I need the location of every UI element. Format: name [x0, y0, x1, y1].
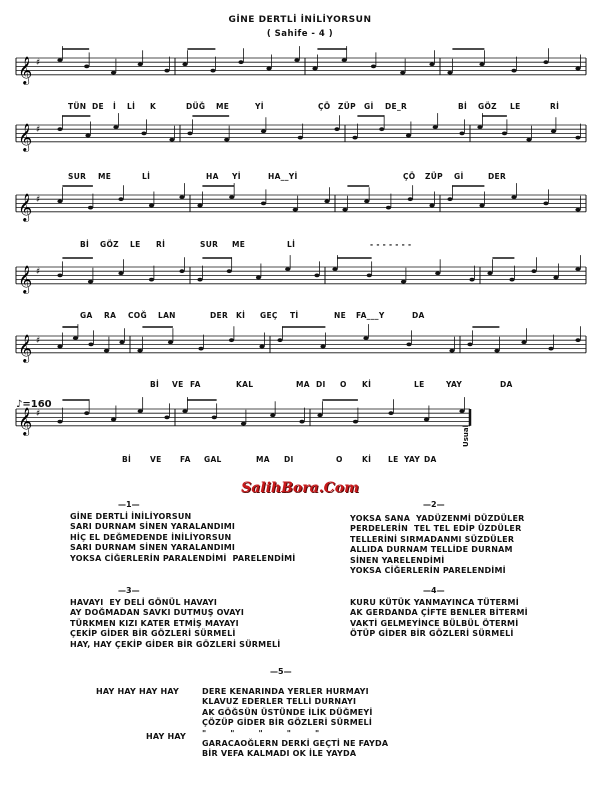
note-head [424, 418, 429, 422]
verse-line: KURU KÜTÜK YANMAYINCA TÜTERMİ [350, 598, 519, 607]
song-title: GİNE DERTLİ İNİLİYORSUN [228, 15, 372, 25]
verse-line: ÇÖZÜP GİDER BİR GÖZLERİ SÜRMELİ [202, 718, 373, 728]
lyric-syllable: DE [92, 102, 104, 111]
lyric-syllable: DER [488, 172, 507, 181]
note-head [88, 343, 93, 347]
sharp-icon: ♯ [36, 409, 41, 420]
verse-1-number: —1— [118, 500, 140, 509]
note-head [138, 62, 143, 66]
note-head [324, 199, 329, 203]
verse-line: ALLIDA DURNAM TELLİDE DURNAM [350, 545, 513, 555]
note-head [502, 132, 507, 136]
note-head [261, 202, 266, 206]
lyric-syllable: HA__Yİ [268, 172, 298, 181]
verse-line: AK GÖĞSÜN ÜSTÜNDE İLİK DÜĞMEYİ [202, 707, 373, 717]
lyric-syllable: ZÜP [338, 102, 356, 111]
lyric-syllable: Kİ [362, 380, 372, 389]
lyric-syllable: ME [232, 240, 246, 249]
verse-line: VAKTİ GELMEYİNCE BÜLBÜL ÖTERMİ [350, 618, 519, 628]
verse-5 [202, 687, 388, 760]
verse-4-number: —4— [423, 586, 445, 595]
note-head [551, 129, 556, 133]
note-head [111, 71, 116, 75]
lyric-syllable: Rİ [156, 240, 166, 249]
note-head [57, 420, 62, 424]
note-head [353, 420, 358, 424]
note-head [363, 336, 368, 340]
verse-line: GİNE DERTLİ İNİLİYORSUN [70, 512, 192, 521]
note-head [429, 62, 434, 66]
note-head [113, 125, 118, 129]
note-head [521, 340, 526, 344]
note-head [298, 136, 303, 140]
note-head [511, 69, 516, 73]
note-head [367, 274, 372, 278]
lyric-syllable: LAN [158, 311, 176, 320]
note-head [57, 345, 62, 349]
note-head [73, 336, 78, 340]
lyric-syllable: GEÇ [260, 311, 278, 320]
lyric-syllable: ÇÖ [403, 172, 416, 181]
note-head [433, 125, 438, 129]
note-head [270, 413, 275, 417]
note-head [57, 58, 62, 62]
lyric-syllable: Bİ [150, 380, 160, 389]
lyric-syllable: FA [190, 380, 201, 389]
note-head [467, 343, 472, 347]
lyric-syllable: DE_R [385, 102, 408, 111]
sharp-icon: ♯ [36, 267, 41, 278]
lyric-syllable: Tİ [290, 311, 299, 320]
lyric-syllable: YAY [446, 380, 463, 389]
note-head [241, 422, 246, 426]
note-head [164, 69, 169, 73]
lyric-syllable: ZÜP [425, 172, 443, 181]
side-label: Usual [462, 425, 470, 447]
lyric-syllable: Bİ [122, 455, 132, 464]
lyric-syllable: O [340, 380, 347, 389]
note-head [575, 136, 580, 140]
note-head [342, 208, 347, 212]
note-head [88, 280, 93, 284]
note-head [317, 413, 322, 417]
lyric-syllable: Kİ [236, 311, 246, 320]
verse-2 [350, 514, 525, 576]
note-head [57, 199, 62, 203]
verse-5-prefix-1: HAY HAY HAY HAY [96, 687, 180, 696]
note-head [57, 274, 62, 278]
note-head [575, 338, 580, 342]
note-head [429, 204, 434, 208]
note-head [575, 208, 580, 212]
note-head [408, 197, 413, 201]
lyric-syllable: İ [113, 102, 117, 111]
note-head [57, 127, 62, 131]
watermark-logo: SalihBora.Com [241, 480, 359, 496]
lyric-syllable: GÖZ [100, 240, 119, 249]
lyric-syllable: SUR [200, 240, 219, 249]
lyric-syllable: Rİ [550, 102, 560, 111]
note-head [449, 349, 454, 353]
note-head [575, 67, 580, 71]
verse-line: PERDELERİN TEL TEL EDİP ÜZDÜLER [350, 524, 522, 534]
lyric-syllable: DÜĞ [186, 102, 206, 111]
note-head [494, 349, 499, 353]
verse-line: ÖTÜP GİDER BİR GÖZLERİ SÜRMELİ [350, 629, 514, 639]
lyric-syllable: LE [510, 102, 521, 111]
sharp-icon: ♯ [36, 195, 41, 206]
verse-line: SİNEN YARELENDİMİ [350, 555, 445, 565]
lyric-syllable: MA [256, 455, 270, 464]
verse-line: YOKSA CİĞERLERİN PARALENDİMİ PARELENDİMİ [70, 553, 296, 563]
note-head [459, 132, 464, 136]
verse-line: YOKSA CİĞERLERİN PARELENDİMİ [350, 566, 506, 576]
note-head [531, 269, 536, 273]
lyric-syllable: Yİ [232, 172, 241, 181]
treble-clef-icon: 𝄞 [18, 333, 33, 362]
verse-line: KLAVUZ EDERLER TELLİ DURNAYI [202, 697, 357, 707]
note-head [575, 267, 580, 271]
note-head [104, 349, 109, 353]
note-head [198, 347, 203, 351]
verse-line: YOKSA SANA YADÜZENMİ DÜZDÜLER [350, 514, 525, 523]
note-head [118, 271, 123, 275]
note-head [477, 125, 482, 129]
verse-3-number: —3— [118, 586, 140, 595]
verse-line: GARACAOĞLERN DERKİ GEÇTİ NE FAYDA [202, 739, 389, 749]
lyric-syllable: VE [172, 380, 184, 389]
lyric-syllable: Bİ [80, 240, 90, 249]
note-head [187, 132, 192, 136]
treble-clef-icon: 𝄞 [18, 55, 33, 84]
tempo-marking: ♪=160 [16, 399, 52, 410]
lyric-syllable: YAY [404, 455, 421, 464]
lyric-syllable: Lİ [142, 172, 151, 181]
treble-clef-icon: 𝄞 [18, 406, 33, 435]
lyric-syllable: GÖZ [478, 102, 497, 111]
verse-line: BİR VEFA KALMADI OK İLE YAYDA [202, 749, 357, 759]
lyric-syllable: ÇÖ [318, 102, 331, 111]
verse-5-number: —5— [270, 667, 292, 676]
lyric-syllable: LE [388, 455, 399, 464]
note-head [332, 267, 337, 271]
lyric-syllable: Gİ [364, 102, 374, 111]
note-head [386, 206, 391, 210]
verse-line: " " " " " [202, 728, 320, 738]
verse-5-prefix-2: HAY HAY [146, 732, 187, 741]
verse-line: DERE KENARINDA YERLER HURMAYI [202, 687, 369, 696]
note-head [548, 347, 553, 351]
lyric-syllable: COĞ [128, 311, 147, 320]
note-head [227, 269, 232, 273]
note-head [379, 127, 384, 131]
note-head [320, 345, 325, 349]
note-head [400, 71, 405, 75]
note-head [88, 206, 93, 210]
lyric-syllable: TÜN [68, 102, 87, 111]
lyric-syllable: DA [500, 380, 513, 389]
note-head [364, 199, 369, 203]
note-head [179, 269, 184, 273]
note-head [469, 278, 474, 282]
note-head [85, 134, 90, 138]
lyric-syllable: GA [80, 311, 93, 320]
note-head [526, 138, 531, 142]
note-head [197, 204, 202, 208]
lyric-syllable: ME [98, 172, 112, 181]
note-head [212, 416, 217, 420]
note-head [224, 138, 229, 142]
note-head [138, 409, 143, 413]
note-head [111, 418, 116, 422]
note-head [210, 69, 215, 73]
lyric-syllable: GAL [204, 455, 222, 464]
verse-line: TELLERİNİ SIRMADANMI SÜZDÜLER [350, 534, 515, 544]
verse-line: SARI DURNAM SİNEN YARALANDIMI [70, 522, 236, 532]
lyric-syllable: SUR [68, 172, 87, 181]
lyric-syllable: DI [284, 455, 294, 464]
note-head [388, 411, 393, 415]
note-head [149, 204, 154, 208]
note-head [197, 278, 202, 282]
lyric-syllable: O [336, 455, 343, 464]
note-head [487, 271, 492, 275]
note-head [447, 197, 452, 201]
lyric-syllable: Gİ [454, 172, 464, 181]
note-head [352, 136, 357, 140]
note-head [406, 343, 411, 347]
note-head [293, 208, 298, 212]
verse-line: TÜRKMEN KIZI KATER ETMİŞ MAYAYI [70, 618, 239, 628]
lyric-syllable: NE [334, 311, 347, 320]
lyric-syllable: ME [216, 102, 230, 111]
note-head [229, 338, 234, 342]
verse-line: HAY, HAY ÇEKİP GİDER BİR GÖZLERİ SÜRMELİ [70, 639, 281, 649]
note-head [259, 345, 264, 349]
note-head [256, 276, 261, 280]
note-head [511, 195, 516, 199]
note-head [137, 349, 142, 353]
lyric-syllable: K [150, 102, 157, 111]
note-head [277, 338, 282, 342]
verse-line: AK GERDANDA ÇİFTE BENLER BİTERMİ [350, 608, 528, 618]
note-head [119, 340, 124, 344]
note-head [118, 197, 123, 201]
note-head [401, 280, 406, 284]
note-head [149, 278, 154, 282]
lyric-syllable: RA [104, 311, 117, 320]
note-head [447, 71, 452, 75]
note-head [164, 416, 169, 420]
note-head [179, 195, 184, 199]
sharp-icon: ♯ [36, 125, 41, 136]
lyric-syllable: DER [210, 311, 229, 320]
note-head [312, 67, 317, 71]
note-head [182, 62, 187, 66]
treble-clef-icon: 𝄞 [18, 192, 33, 221]
note-head [141, 132, 146, 136]
note-head [509, 278, 514, 282]
note-head [543, 60, 548, 64]
verse-line: HAVAYI EY DELİ GÖNÜL HAVAYI [70, 598, 217, 607]
note-head [459, 409, 464, 413]
note-head [435, 271, 440, 275]
sharp-icon: ♯ [36, 336, 41, 347]
lyric-syllable: Yİ [255, 102, 264, 111]
sharp-icon: ♯ [36, 58, 41, 69]
lyric-syllable: - - - - - - - [370, 240, 412, 249]
lyric-syllable: DI [316, 380, 326, 389]
verse-line: ÇEKİP GİDER BİR GÖZLERİ SÜRMELİ [70, 629, 236, 639]
note-head [84, 65, 89, 69]
note-head [238, 60, 243, 64]
note-head [406, 134, 411, 138]
lyric-syllable: FA [180, 455, 191, 464]
treble-clef-icon: 𝄞 [18, 264, 33, 293]
verse-1 [70, 512, 295, 564]
note-head [266, 67, 271, 71]
lyric-syllable: VE [150, 455, 162, 464]
note-head [229, 195, 234, 199]
lyric-syllable: LE [130, 240, 141, 249]
lyric-syllable: DA [412, 311, 425, 320]
note-head [84, 411, 89, 415]
lyric-syllable: Kİ [362, 455, 372, 464]
note-head [543, 202, 548, 206]
lyric-syllable: Lİ [127, 102, 136, 111]
note-head [294, 58, 299, 62]
treble-clef-icon: 𝄞 [18, 122, 33, 151]
lyric-syllable: DA [424, 455, 437, 464]
note-head [169, 138, 174, 142]
note-head [261, 129, 266, 133]
lyric-syllable: LE [414, 380, 425, 389]
note-head [299, 420, 304, 424]
note-head [334, 127, 339, 131]
lyric-syllable: MA [296, 380, 310, 389]
note-head [371, 65, 376, 69]
lyric-syllable: Bİ [458, 102, 468, 111]
verse-line: SARI DURNAM SİNEN YARALANDIMI [70, 543, 236, 553]
note-head [479, 204, 484, 208]
lyric-syllable: KAL [236, 380, 254, 389]
note-head [182, 409, 187, 413]
note-head [285, 267, 290, 271]
lyric-syllable: FA___Y [356, 311, 385, 320]
note-head [479, 62, 484, 66]
verse-line: HİÇ EL DEĞMEDENDE İNİLİYORSUN [70, 532, 232, 542]
note-head [553, 276, 558, 280]
verse-line: AY DOĞMADAN SAVKI DUTMUŞ OVAYI [70, 608, 245, 618]
note-head [342, 58, 347, 62]
note-head [168, 340, 173, 344]
lyric-syllable: HA [206, 172, 219, 181]
note-head [314, 274, 319, 278]
verse-2-number: —2— [423, 500, 445, 509]
verse-4 [350, 598, 528, 640]
lyric-syllable: Lİ [287, 240, 296, 249]
verse-3 [70, 598, 280, 650]
page-reference: ( Sahife - 4 ) [266, 29, 334, 39]
